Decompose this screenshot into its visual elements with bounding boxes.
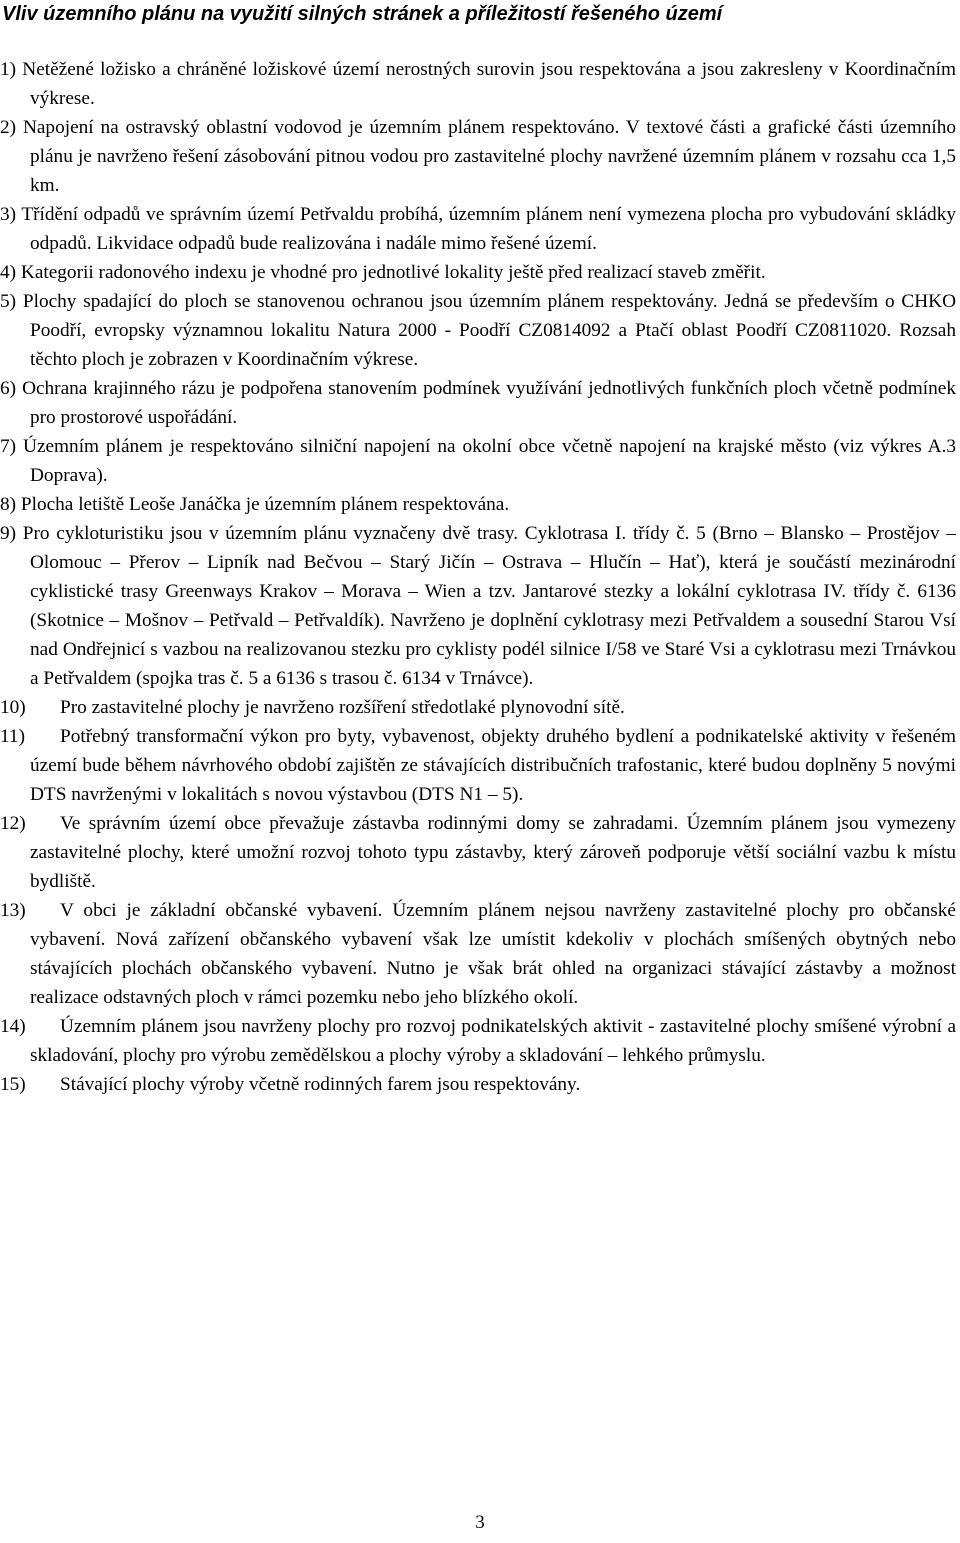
item-number: 11)	[0, 726, 25, 747]
item-number: 4)	[0, 262, 17, 283]
item-number: 13)	[0, 900, 26, 921]
item-text: Územním plánem je respektováno silniční napojení na okolní obce včetně napojení na krajské město (viz výkres A.3 Doprava).	[23, 436, 956, 486]
list-item	[0, 432, 956, 490]
item-text: Plocha letiště Leoše Janáčka je územním plánem respektována.	[20, 494, 510, 515]
list-item	[0, 55, 956, 113]
item-text: Plochy spadající do ploch se stanovenou ochranou jsou územním plánem respektovány. Jedná se především o CHKO Poodří, evropsky významnou lokalitu Natura 2000 - Poodří CZ0814092 a Ptačí oblast Poodří CZ0811020. Rozsah těchto ploch je zobrazen v Koordinačním výkrese.	[22, 291, 956, 370]
page-number: 3	[475, 1512, 485, 1533]
item-text: Územním plánem jsou navrženy plochy pro rozvoj podnikatelských aktivit - zastavitelné plochy smíšené výrobní a skladování, plochy pro výrobu zemědělskou a plochy výroby a skladování – lehkého průmyslu.	[30, 1016, 956, 1066]
item-number: 8)	[0, 494, 17, 515]
list-item	[0, 519, 956, 693]
item-number: 14)	[0, 1016, 26, 1037]
item-number: 15)	[0, 1074, 26, 1095]
item-number: 9)	[0, 523, 17, 544]
item-number: 10)	[0, 697, 26, 718]
list-item	[0, 1012, 956, 1070]
item-text: Kategorii radonového indexu je vhodné pro jednotlivé lokality ještě před realizací staveb změřit.	[20, 262, 766, 283]
section-heading: Vliv územního plánu na využití silných stránek a příležitostí řešeného území	[2, 3, 723, 25]
item-text: V obci je základní občanské vybavení. Územním plánem nejsou navrženy zastavitelné plochy pro občanské vybavení. Nová zařízení občanského vybavení však lze umístit kdekoliv v plochách smíšených obytných nebo stávajících plochách občanského vybavení. Nutno je však brát ohled na organizaci stávající zástavby a možnost realizace odstavných ploch v rámci pozemku nebo jeho blízkého okolí.	[30, 900, 956, 1008]
list-item	[0, 693, 956, 722]
item-number: 5)	[0, 291, 17, 312]
list-item	[0, 1070, 956, 1099]
numbered-list	[0, 55, 956, 1099]
item-text: Pro zastavitelné plochy je navrženo rozšíření středotlaké plynovodní sítě.	[60, 697, 625, 718]
item-text: Potřebný transformační výkon pro byty, vybavenost, objekty druhého bydlení a podnikatelské aktivity v řešeném území bude během návrhového období zajištěn ze stávajících distribučních trafostanic, které budou doplněny 5 novými DTS navrženými v lokalitách s novou výstavbou (DTS N1 – 5).	[30, 726, 956, 805]
list-item	[0, 374, 956, 432]
item-number: 12)	[0, 813, 26, 834]
item-text: Ochrana krajinného rázu je podpořena stanovením podmínek využívání jednotlivých funkčních ploch včetně podmínek pro prostorové uspořádání.	[22, 378, 956, 428]
list-item	[0, 722, 956, 809]
item-text: Třídění odpadů ve správním území Petřvaldu probíhá, územním plánem není vymezena plocha pro vybudování skládky odpadů. Likvidace odpadů bude realizována i nadále mimo řešené území.	[21, 204, 956, 254]
list-item	[0, 809, 956, 896]
item-number: 1)	[0, 59, 17, 80]
item-text: Napojení na ostravský oblastní vodovod je územním plánem respektováno. V textové části a grafické části územního plánu je navrženo řešení zásobování pitnou vodou pro zastavitelné plochy navržené územním plánem v rozsahu cca 1,5 km.	[22, 117, 956, 196]
list-item	[0, 113, 956, 200]
list-item	[0, 258, 956, 287]
item-number: 3)	[0, 204, 17, 225]
list-item	[0, 200, 956, 258]
item-text: Stávající plochy výroby včetně rodinných farem jsou respektovány.	[60, 1074, 581, 1095]
list-item	[0, 490, 956, 519]
item-number: 2)	[0, 117, 17, 138]
list-item	[0, 896, 956, 1012]
item-number: 6)	[0, 378, 17, 399]
item-number: 7)	[0, 436, 17, 457]
item-text: Ve správním území obce převažuje zástavba rodinnými domy se zahradami. Územním plánem jsou vymezeny zastavitelné plochy, které umožní rozvoj tohoto typu zástavby, který zároveň podporuje větší sociální vazbu k místu bydliště.	[30, 813, 956, 892]
item-text: Pro cykloturistiku jsou v územním plánu vyznačeny dvě trasy. Cyklotrasa I. třídy č. 5 (Brno – Blansko – Prostějov – Olomouc – Přerov – Lipník nad Bečvou – Starý Jičín – Ostrava – Hlučín – Hať), která je součástí mezinárodní cyklistické trasy Greenways Krakov – Morava – Wien a tzv. Jantarové stezky a lokální cyklotrasa IV. třídy č. 6136 (Skotnice – Mošnov – Petřvald – Petřvaldík). Navrženo je doplnění cyklotrasy mezi Petřvaldem a sousední Starou Vsí nad Ondřejnicí s vazbou na realizovanou stezku pro cyklisty podél silnice I/58 ve Staré Vsi a cyklotrasu mezi Trnávkou a Petřvaldem (spojka tras č. 5 a 6136 s trasou č. 6134 v Trnávce).	[22, 523, 956, 689]
item-text: Netěžené ložisko a chráněné ložiskové území nerostných surovin jsou respektována a jsou zakresleny v Koordinačním výkrese.	[22, 59, 956, 109]
list-item	[0, 287, 956, 374]
